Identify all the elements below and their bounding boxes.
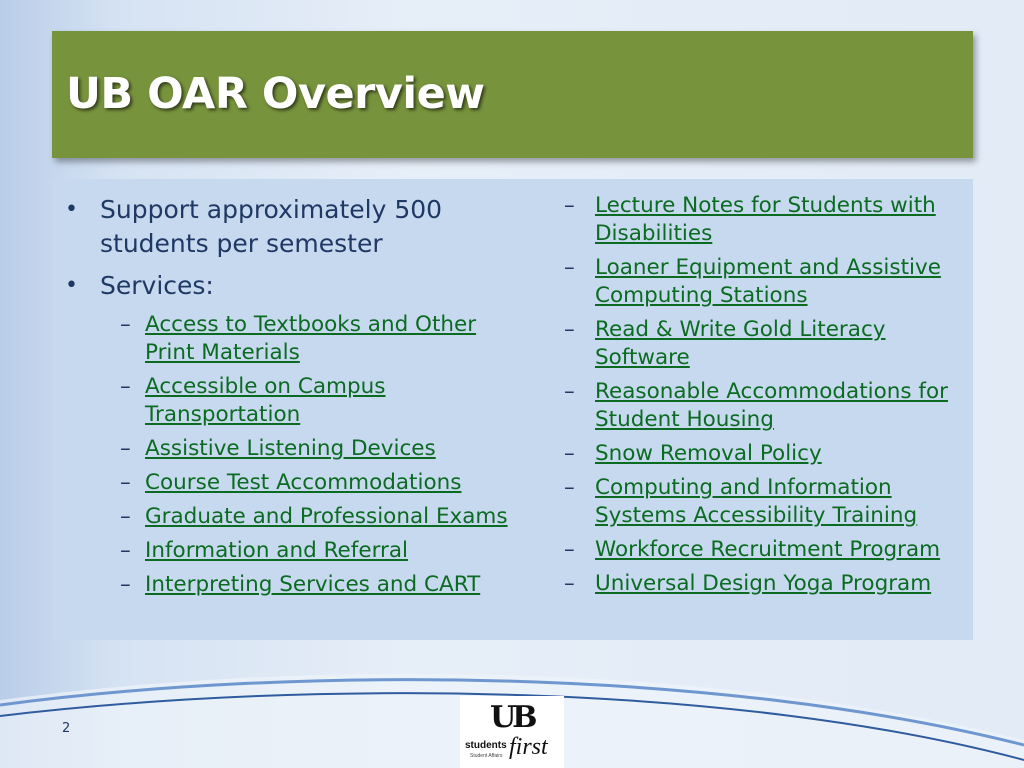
dash-marker: –: [564, 571, 575, 596]
service-link[interactable]: Loaner Equipment and Assistive Computing Stations: [595, 255, 941, 308]
service-item: [60, 373, 510, 429]
service-link[interactable]: Computing and Information Systems Accessibility Training: [595, 475, 918, 528]
dash-marker: –: [120, 572, 131, 597]
service-item: [559, 378, 969, 434]
service-item: [559, 440, 969, 468]
dash-marker: –: [564, 317, 575, 342]
service-item: [559, 316, 969, 372]
service-item: [60, 311, 510, 367]
service-item: [60, 435, 510, 463]
dash-marker: –: [120, 470, 131, 495]
bullet-support: [60, 193, 510, 261]
dash-marker: –: [564, 255, 575, 280]
dash-marker: –: [120, 374, 131, 399]
service-link[interactable]: Snow Removal Policy: [595, 441, 822, 466]
page-number: 2: [62, 721, 71, 736]
dash-marker: –: [564, 193, 575, 218]
bullet-dot: •: [65, 273, 78, 298]
title-bar: [52, 31, 973, 158]
service-item: [559, 570, 969, 598]
dash-marker: –: [120, 312, 131, 337]
service-item: [559, 536, 969, 564]
service-item: [60, 571, 510, 599]
logo-students-text: students: [465, 740, 507, 751]
bullet-dot: •: [65, 197, 78, 222]
dash-marker: –: [564, 537, 575, 562]
ub-students-first-logo: [460, 696, 564, 768]
slide-title: UB OAR Overview: [66, 69, 485, 119]
service-link[interactable]: Reasonable Accommodations for Student Housing: [595, 379, 948, 432]
bullet-services: [60, 269, 510, 303]
service-link[interactable]: Accessible on Campus Transportation: [145, 374, 386, 427]
service-item: [559, 254, 969, 310]
service-link[interactable]: Graduate and Professional Exams: [145, 504, 508, 529]
left-column: [60, 179, 510, 605]
content-box: [52, 179, 973, 640]
dash-marker: –: [564, 475, 575, 500]
service-link[interactable]: Workforce Recruitment Program: [595, 537, 941, 562]
service-item: [60, 537, 510, 565]
right-column: [559, 179, 969, 604]
bullet-text: Services:: [100, 271, 214, 300]
service-link[interactable]: Interpreting Services and CART: [145, 572, 481, 597]
ub-logo-mark: UB: [490, 700, 534, 735]
dash-marker: –: [564, 379, 575, 404]
service-item: [559, 474, 969, 530]
service-link[interactable]: Universal Design Yoga Program: [595, 571, 932, 596]
service-link[interactable]: Information and Referral: [145, 538, 409, 563]
dash-marker: –: [120, 436, 131, 461]
bullet-text: Support approximately 500 students per semester: [100, 195, 443, 258]
logo-first-text: first: [509, 734, 548, 760]
dash-marker: –: [564, 441, 575, 466]
service-item: [559, 192, 969, 248]
logo-tagline: Student Affairs: [470, 753, 503, 759]
service-link[interactable]: Access to Textbooks and Other Print Materials: [145, 312, 477, 365]
service-link[interactable]: Course Test Accommodations: [145, 470, 462, 495]
dash-marker: –: [120, 538, 131, 563]
service-item: [60, 469, 510, 497]
service-link[interactable]: Assistive Listening Devices: [145, 436, 436, 461]
service-link[interactable]: Read & Write Gold Literacy Software: [595, 317, 886, 370]
left-link-list: [60, 311, 510, 599]
right-link-list: [559, 192, 969, 598]
dash-marker: –: [120, 504, 131, 529]
service-item: [60, 503, 510, 531]
service-link[interactable]: Lecture Notes for Students with Disabilities: [595, 193, 936, 246]
